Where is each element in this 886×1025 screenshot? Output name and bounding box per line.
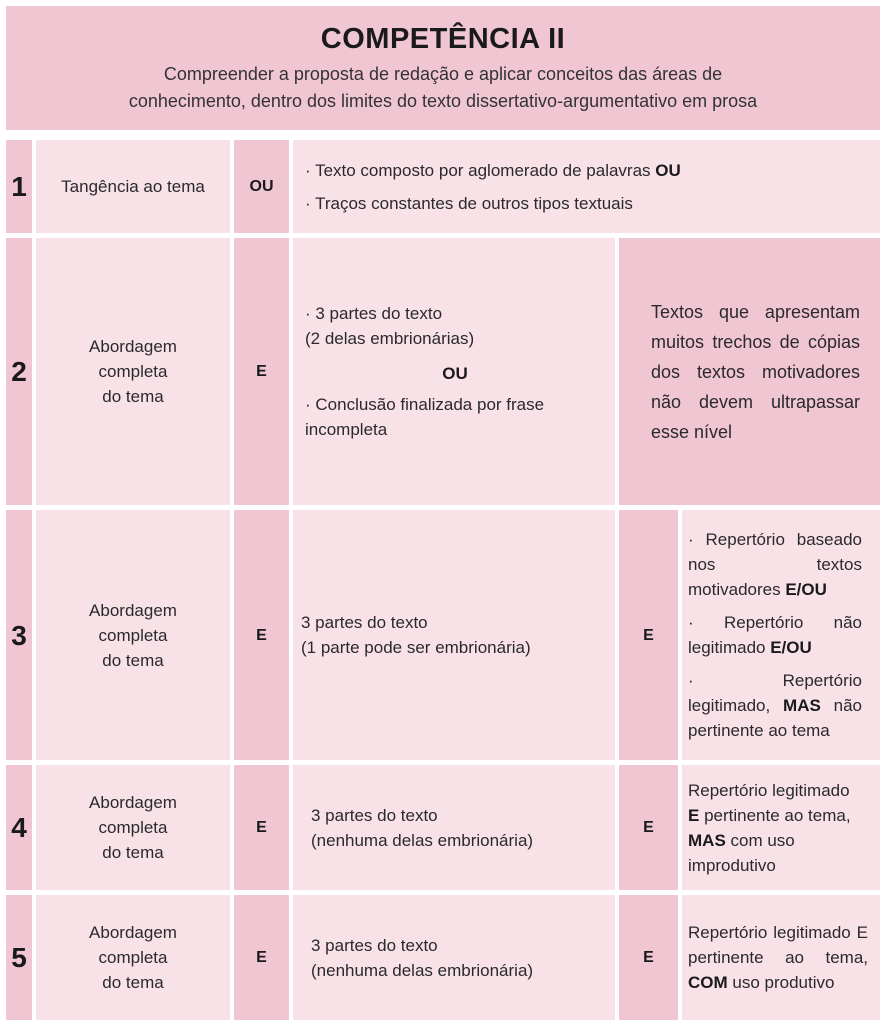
conjunction-text: E xyxy=(643,819,654,836)
conjunction-3 xyxy=(234,510,289,760)
level-number-2 xyxy=(6,238,32,505)
description-line: · 3 partes do texto xyxy=(305,304,443,323)
repertoire-keyword: COM xyxy=(688,973,728,992)
description-line: (2 delas embrionárias) xyxy=(305,329,475,348)
conjunction-text: E xyxy=(643,626,654,644)
conjunction-2 xyxy=(234,238,289,505)
description-line: 3 partes do texto xyxy=(311,805,438,825)
copy-warning-text: Textos que apresentam muitos trechos de cópias dos textos motivadores não devem ultrapassar esse nível xyxy=(651,301,860,442)
conjunction-5 xyxy=(234,895,289,1020)
criterion-label-line: do tema xyxy=(102,387,164,406)
repertoire-keyword: E/OU xyxy=(770,638,812,657)
bullet-item xyxy=(305,191,681,216)
copy-warning-note xyxy=(619,238,880,505)
repertoire-item xyxy=(688,920,868,995)
repertoire-item xyxy=(688,610,862,660)
repertoire-text: · Repertório legitimado, xyxy=(688,671,862,715)
level-number-text: 1 xyxy=(11,171,27,202)
description-3 xyxy=(293,510,615,760)
criterion-label-2 xyxy=(36,238,230,505)
description-line: incompleta xyxy=(305,420,388,439)
repertoire-keyword: MAS xyxy=(783,696,821,715)
repertoire-keyword: MAS xyxy=(688,830,726,850)
criterion-label-line: completa xyxy=(98,948,168,967)
repertoire-item xyxy=(688,668,862,743)
criterion-label-4 xyxy=(36,765,230,890)
conjunction-1 xyxy=(234,140,289,233)
conjunction-5b xyxy=(619,895,678,1020)
conjunction-3b xyxy=(619,510,678,760)
repertoire-text: uso produtivo xyxy=(727,973,835,992)
criterion-label-line: completa xyxy=(98,818,168,837)
repertoire-text: não pertinente ao tema xyxy=(688,696,862,740)
conjunction-text: OU xyxy=(249,178,274,195)
description-4 xyxy=(293,765,615,890)
repertoire-item xyxy=(688,527,862,602)
description-line: (1 parte pode ser embrionária) xyxy=(301,638,531,657)
level-number-4 xyxy=(6,765,32,890)
description-line: 3 partes do texto xyxy=(301,613,428,632)
repertoire-5 xyxy=(682,895,880,1020)
description-1 xyxy=(293,140,880,233)
level-number-1 xyxy=(6,140,32,233)
conjunction-4b xyxy=(619,765,678,890)
repertoire-text: com uso improdutivo xyxy=(688,830,795,875)
criterion-label-line: Abordagem xyxy=(89,793,177,812)
competencia-header xyxy=(6,6,880,130)
criterion-label-1 xyxy=(36,140,230,233)
bullet-keyword: OU xyxy=(655,160,681,180)
repertoire-4 xyxy=(682,765,880,890)
criterion-label-line: do tema xyxy=(102,973,164,992)
conjunction-text: E xyxy=(256,363,267,380)
repertoire-keyword: E/OU xyxy=(785,580,827,599)
subtitle-line-1: Compreender a proposta de redação e aplicar conceitos das áreas de xyxy=(163,64,723,84)
level-number-text: 4 xyxy=(11,812,27,843)
repertoire-text: pertinente ao tema, xyxy=(699,805,851,825)
criterion-label-3 xyxy=(36,510,230,760)
conjunction-text: E xyxy=(256,949,267,966)
criterion-label-5 xyxy=(36,895,230,1020)
description-line: (nenhuma delas embrionária) xyxy=(311,960,534,980)
page-title: COMPETÊNCIA II xyxy=(320,23,566,55)
conjunction-text: E xyxy=(643,949,654,966)
bullet-text: · Texto composto por aglomerado de palavras xyxy=(305,160,656,180)
repertoire-text: · Repertório baseado nos textos motivadores xyxy=(688,530,862,599)
repertoire-text: Repertório legitimado E pertinente ao tema, xyxy=(688,923,868,967)
criterion-label-line: do tema xyxy=(102,650,164,670)
repertoire-text: · Repertório não legitimado xyxy=(688,613,862,657)
description-line: 3 partes do texto xyxy=(311,935,438,955)
description-or-keyword: OU xyxy=(442,364,468,383)
repertoire-3 xyxy=(682,510,880,760)
criterion-label-line: completa xyxy=(98,362,168,381)
level-number-3 xyxy=(6,510,32,760)
repertoire-keyword: E xyxy=(688,805,700,825)
criterion-label-line: Abordagem xyxy=(89,923,177,942)
page-subtitle xyxy=(129,61,757,115)
criterion-label-line: Abordagem xyxy=(89,337,177,356)
criterion-label-line: completa xyxy=(98,625,168,645)
level-number-text: 2 xyxy=(11,356,27,387)
bullet-text: · Traços constantes de outros tipos textuais xyxy=(305,193,633,213)
repertoire-text: Repertório legitimado xyxy=(688,780,850,800)
description-line: (nenhuma delas embrionária) xyxy=(311,830,534,850)
conjunction-text: E xyxy=(256,626,267,644)
level-number-text: 5 xyxy=(11,942,27,973)
level-number-text: 3 xyxy=(11,619,27,651)
description-line: · Conclusão finalizada por frase xyxy=(305,395,545,414)
conjunction-text: E xyxy=(256,819,267,836)
criterion-label-line: Abordagem xyxy=(89,600,177,620)
subtitle-line-2: conhecimento, dentro dos limites do texto dissertativo-argumentativo em prosa xyxy=(128,91,758,111)
conjunction-4 xyxy=(234,765,289,890)
description-5 xyxy=(293,895,615,1020)
repertoire-item xyxy=(688,778,862,878)
bullet-item xyxy=(305,158,681,183)
criterion-label-text: Tangência ao tema xyxy=(61,177,205,196)
level-number-5 xyxy=(6,895,32,1020)
description-2 xyxy=(293,238,615,505)
criterion-label-line: do tema xyxy=(102,843,164,862)
